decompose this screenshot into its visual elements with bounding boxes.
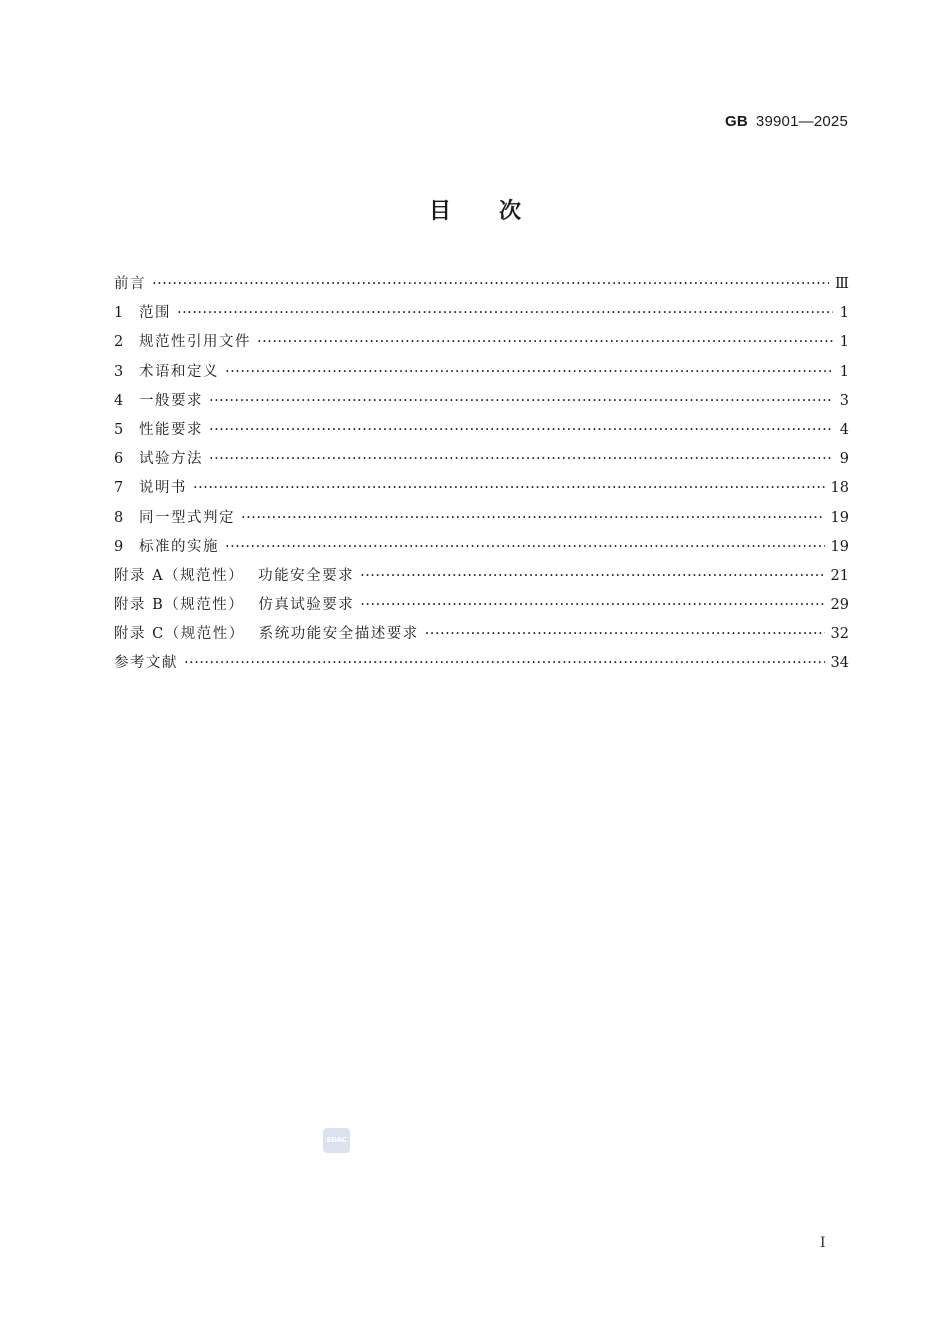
toc-entry-label: 前言: [114, 276, 146, 292]
standard-number: 39901—2025: [755, 113, 848, 130]
toc-entry-number: 8: [114, 509, 124, 526]
toc-entry-subtitle: 功能安全要求: [258, 567, 355, 584]
toc-entry-page: 1: [839, 334, 849, 351]
toc-entry-page: 19: [830, 538, 849, 555]
toc-entry-label: 性能要求: [139, 421, 203, 438]
toc-entry[interactable]: [114, 358, 849, 387]
toc-entry-subtitle: 系统功能安全描述要求: [258, 626, 419, 643]
toc-leader-dots: [360, 591, 824, 620]
toc-entry[interactable]: [114, 445, 849, 474]
toc-entry-number: 4: [114, 392, 124, 409]
toc-entry[interactable]: [114, 649, 849, 678]
toc-entry-page: 1: [839, 305, 849, 322]
toc-entry-label: 附录 C（规范性）: [114, 626, 245, 643]
toc-leader-dots: [257, 328, 833, 357]
toc-entry[interactable]: [114, 474, 849, 503]
toc-leader-dots: [209, 387, 833, 416]
toc-leader-dots: [177, 299, 833, 328]
toc-entry-number: 9: [114, 538, 124, 555]
toc-entry-label: 规范性引用文件: [139, 334, 251, 351]
toc-entry-page: 3: [839, 392, 849, 409]
toc-entry-label: 说明书: [139, 480, 187, 497]
toc-entry[interactable]: [114, 504, 849, 533]
table-of-contents: [114, 270, 849, 679]
toc-entry-page: 1: [839, 363, 849, 380]
toc-leader-dots: [184, 649, 825, 678]
toc-entry-page: 18: [830, 480, 849, 497]
toc-entry-label: 附录 A（规范性）: [114, 567, 245, 584]
toc-entry-label: 试验方法: [139, 451, 203, 468]
toc-entry-page: Ⅲ: [835, 276, 849, 292]
toc-entry[interactable]: [114, 387, 849, 416]
toc-title: 目次: [428, 199, 569, 224]
toc-entry-number: 3: [114, 363, 124, 380]
toc-leader-dots: [193, 474, 825, 503]
toc-entry-page: 4: [839, 421, 849, 438]
toc-leader-dots: [425, 620, 825, 649]
toc-leader-dots: [152, 270, 829, 299]
toc-leader-dots: [225, 358, 833, 387]
toc-entry-number: 6: [114, 451, 124, 468]
toc-entry-label: 参考文献: [114, 655, 178, 672]
toc-entry-label: 标准的实施: [139, 538, 219, 555]
page-number: I: [820, 1235, 826, 1251]
toc-entry-page: 9: [839, 451, 849, 468]
standard-code: [725, 113, 848, 130]
toc-entry-page: 32: [830, 626, 849, 643]
toc-entry[interactable]: [114, 620, 849, 649]
toc-entry[interactable]: [114, 533, 849, 562]
toc-entry[interactable]: [114, 591, 849, 620]
toc-entry[interactable]: [114, 328, 849, 357]
toc-entry-subtitle: 仿真试验要求: [258, 597, 355, 614]
toc-leader-dots: [209, 416, 833, 445]
toc-entry[interactable]: [114, 562, 849, 591]
toc-entry-page: 29: [830, 597, 849, 614]
toc-leader-dots: [360, 562, 824, 591]
watermark-logo: SDAC: [323, 1128, 350, 1153]
toc-entry-label: 附录 B（规范性）: [114, 597, 245, 614]
standard-prefix: GB: [725, 113, 748, 130]
toc-leader-dots: [209, 445, 833, 474]
toc-entry-label: 同一型式判定: [139, 509, 235, 526]
toc-entry[interactable]: [114, 299, 849, 328]
toc-entry-number: 2: [114, 334, 124, 351]
toc-entry-label: 范围: [139, 305, 171, 322]
toc-entry-number: 1: [114, 305, 124, 322]
toc-entry-page: 34: [830, 655, 849, 672]
toc-entry[interactable]: [114, 416, 849, 445]
toc-leader-dots: [225, 533, 825, 562]
toc-entry-number: 5: [114, 421, 124, 438]
toc-entry-page: 19: [830, 509, 849, 526]
toc-entry-label: 一般要求: [139, 392, 203, 409]
toc-entry[interactable]: [114, 270, 849, 299]
toc-entry-label: 术语和定义: [139, 363, 219, 380]
toc-entry-page: 21: [830, 567, 849, 584]
toc-leader-dots: [241, 504, 825, 533]
toc-entry-number: 7: [114, 480, 124, 497]
